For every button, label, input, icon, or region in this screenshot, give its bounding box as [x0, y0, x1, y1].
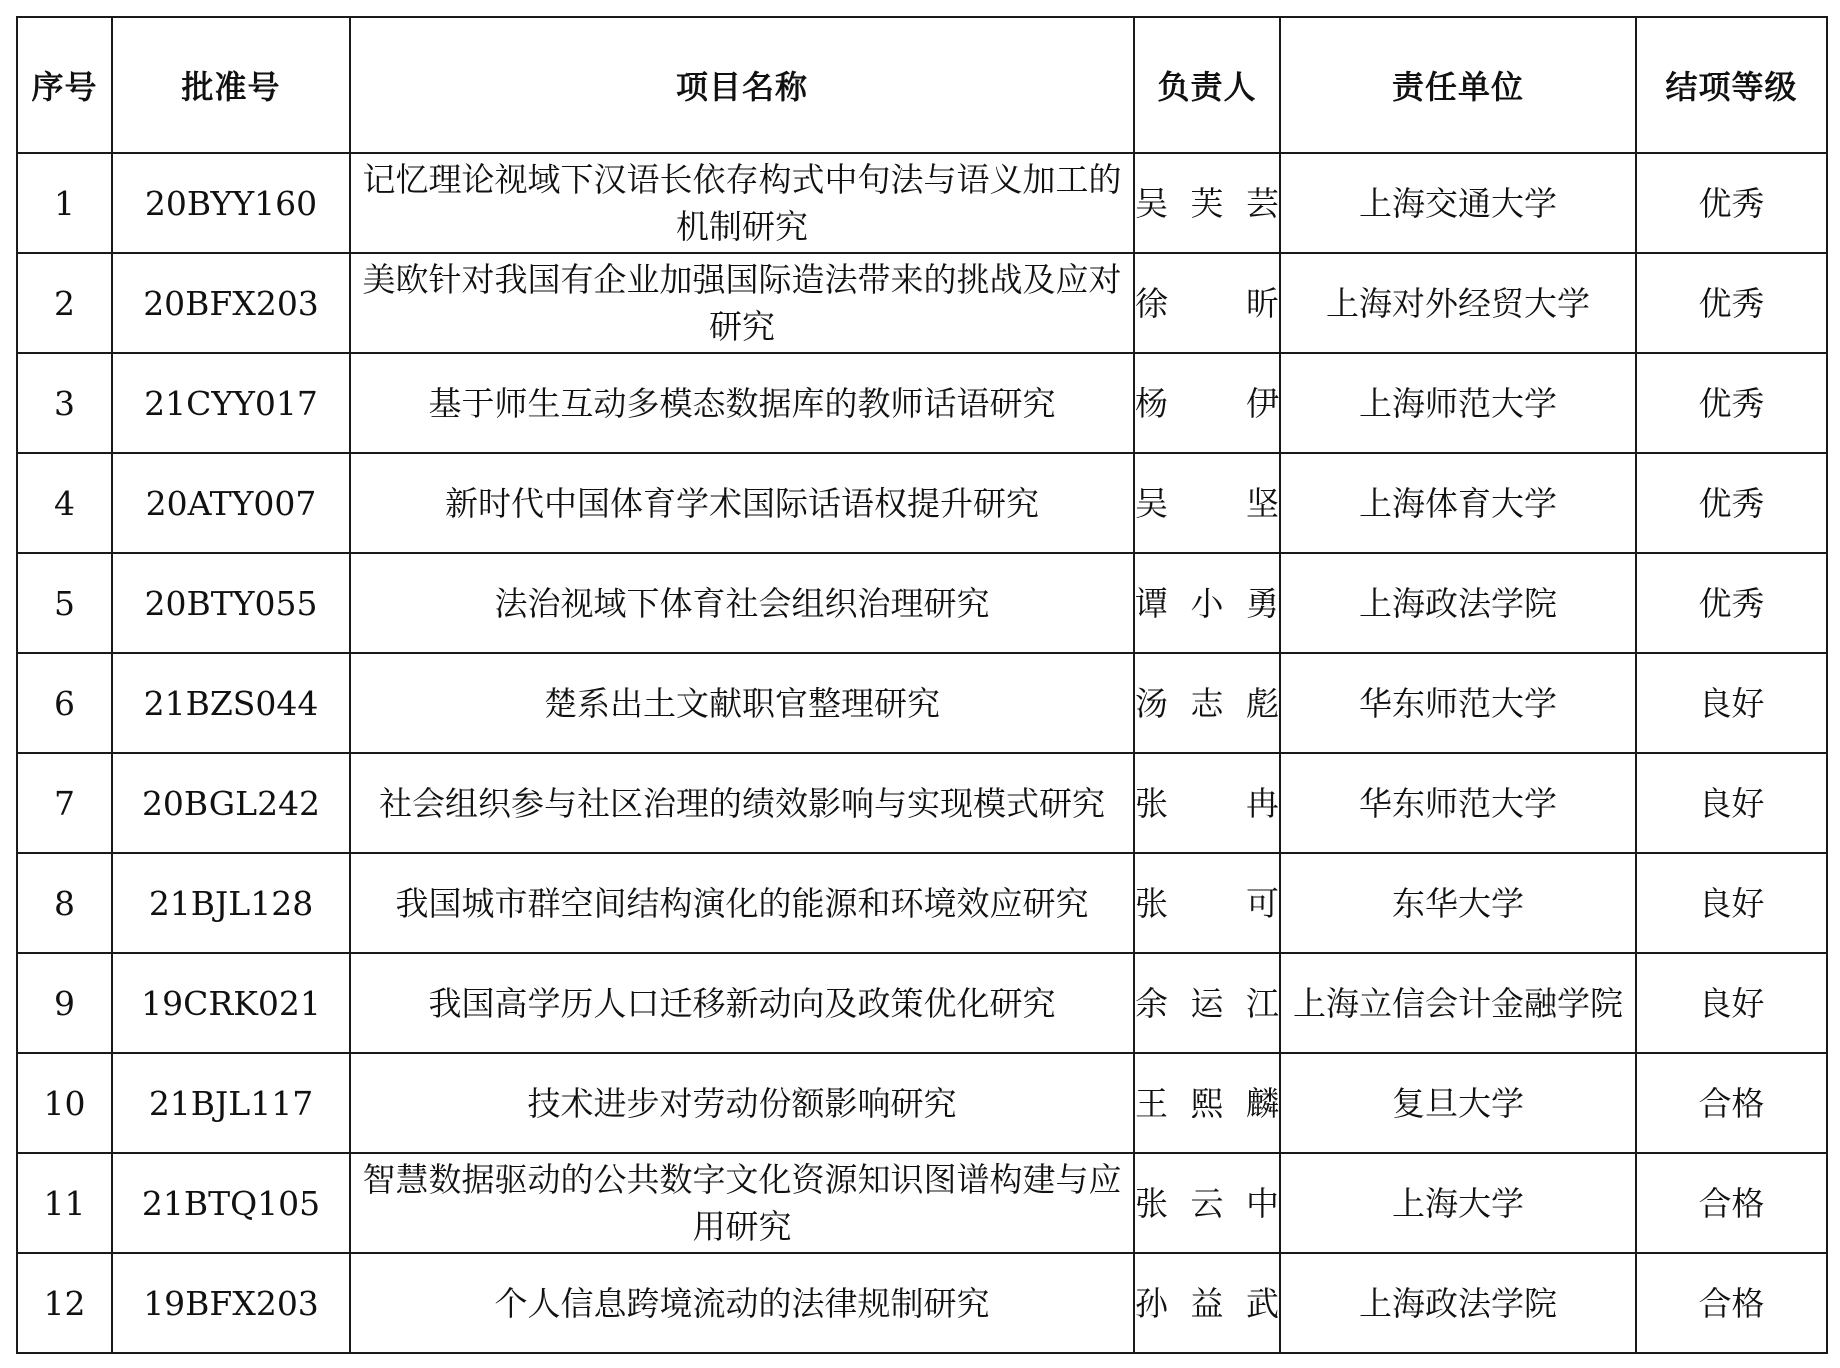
cell-unit: 东华大学 [1280, 853, 1636, 953]
header-index: 序号 [17, 17, 112, 153]
cell-grade: 合格 [1636, 1053, 1827, 1153]
cell-approval-no: 20BTY055 [112, 553, 350, 653]
table-row [17, 1053, 1827, 1153]
table-row [17, 353, 1827, 453]
cell-unit: 上海对外经贸大学 [1280, 253, 1636, 353]
cell-unit: 复旦大学 [1280, 1053, 1636, 1153]
cell-index: 11 [17, 1153, 112, 1253]
cell-approval-no: 21BJL117 [112, 1053, 350, 1153]
cell-index: 4 [17, 453, 112, 553]
cell-project-name: 技术进步对劳动份额影响研究 [350, 1053, 1134, 1153]
cell-grade: 良好 [1636, 853, 1827, 953]
cell-project-name: 记忆理论视域下汉语长依存构式中句法与语义加工的机制研究 [350, 153, 1134, 253]
cell-unit: 上海政法学院 [1280, 1253, 1636, 1353]
cell-index: 10 [17, 1053, 112, 1153]
header-project-name: 项目名称 [350, 17, 1134, 153]
project-results-table [16, 16, 1828, 1354]
cell-leader: 吴坚 [1134, 453, 1280, 553]
cell-approval-no: 21CYY017 [112, 353, 350, 453]
cell-leader: 孙益武 [1134, 1253, 1280, 1353]
cell-unit: 华东师范大学 [1280, 653, 1636, 753]
cell-approval-no: 21BZS044 [112, 653, 350, 753]
cell-leader: 徐昕 [1134, 253, 1280, 353]
header-grade: 结项等级 [1636, 17, 1827, 153]
table-row [17, 453, 1827, 553]
cell-grade: 优秀 [1636, 353, 1827, 453]
cell-leader: 吴芙芸 [1134, 153, 1280, 253]
cell-index: 8 [17, 853, 112, 953]
cell-grade: 良好 [1636, 953, 1827, 1053]
header-approval-no: 批准号 [112, 17, 350, 153]
table-row [17, 1253, 1827, 1353]
cell-leader: 谭小勇 [1134, 553, 1280, 653]
cell-index: 3 [17, 353, 112, 453]
cell-leader: 杨伊 [1134, 353, 1280, 453]
cell-approval-no: 20BFX203 [112, 253, 350, 353]
header-leader: 负责人 [1134, 17, 1280, 153]
cell-index: 5 [17, 553, 112, 653]
cell-grade: 优秀 [1636, 153, 1827, 253]
cell-index: 6 [17, 653, 112, 753]
table-row [17, 953, 1827, 1053]
cell-project-name: 美欧针对我国有企业加强国际造法带来的挑战及应对研究 [350, 253, 1134, 353]
cell-index: 1 [17, 153, 112, 253]
cell-approval-no: 20BYY160 [112, 153, 350, 253]
cell-project-name: 智慧数据驱动的公共数字文化资源知识图谱构建与应用研究 [350, 1153, 1134, 1253]
cell-approval-no: 20ATY007 [112, 453, 350, 553]
cell-leader: 汤志彪 [1134, 653, 1280, 753]
cell-approval-no: 21BJL128 [112, 853, 350, 953]
cell-approval-no: 19CRK021 [112, 953, 350, 1053]
cell-project-name: 基于师生互动多模态数据库的教师话语研究 [350, 353, 1134, 453]
cell-grade: 优秀 [1636, 553, 1827, 653]
cell-project-name: 个人信息跨境流动的法律规制研究 [350, 1253, 1134, 1353]
table-row [17, 753, 1827, 853]
cell-grade: 优秀 [1636, 453, 1827, 553]
table-row [17, 553, 1827, 653]
cell-unit: 上海体育大学 [1280, 453, 1636, 553]
table-row [17, 153, 1827, 253]
cell-grade: 合格 [1636, 1153, 1827, 1253]
cell-unit: 上海交通大学 [1280, 153, 1636, 253]
cell-index: 2 [17, 253, 112, 353]
table-row [17, 253, 1827, 353]
cell-unit: 上海立信会计金融学院 [1280, 953, 1636, 1053]
table-row [17, 653, 1827, 753]
cell-grade: 良好 [1636, 653, 1827, 753]
table-row [17, 853, 1827, 953]
header-row [17, 17, 1827, 153]
cell-index: 7 [17, 753, 112, 853]
cell-grade: 优秀 [1636, 253, 1827, 353]
cell-grade: 合格 [1636, 1253, 1827, 1353]
cell-project-name: 楚系出土文献职官整理研究 [350, 653, 1134, 753]
cell-project-name: 法治视域下体育社会组织治理研究 [350, 553, 1134, 653]
cell-unit: 上海政法学院 [1280, 553, 1636, 653]
cell-unit: 华东师范大学 [1280, 753, 1636, 853]
cell-approval-no: 20BGL242 [112, 753, 350, 853]
cell-leader: 张冉 [1134, 753, 1280, 853]
cell-unit: 上海大学 [1280, 1153, 1636, 1253]
table-row [17, 1153, 1827, 1253]
cell-index: 12 [17, 1253, 112, 1353]
cell-leader: 张可 [1134, 853, 1280, 953]
cell-project-name: 我国高学历人口迁移新动向及政策优化研究 [350, 953, 1134, 1053]
cell-leader: 王熙麟 [1134, 1053, 1280, 1153]
cell-index: 9 [17, 953, 112, 1053]
cell-unit: 上海师范大学 [1280, 353, 1636, 453]
cell-approval-no: 19BFX203 [112, 1253, 350, 1353]
cell-leader: 张云中 [1134, 1153, 1280, 1253]
cell-approval-no: 21BTQ105 [112, 1153, 350, 1253]
cell-project-name: 社会组织参与社区治理的绩效影响与实现模式研究 [350, 753, 1134, 853]
cell-grade: 良好 [1636, 753, 1827, 853]
cell-project-name: 新时代中国体育学术国际话语权提升研究 [350, 453, 1134, 553]
header-unit: 责任单位 [1280, 17, 1636, 153]
cell-project-name: 我国城市群空间结构演化的能源和环境效应研究 [350, 853, 1134, 953]
cell-leader: 余运江 [1134, 953, 1280, 1053]
